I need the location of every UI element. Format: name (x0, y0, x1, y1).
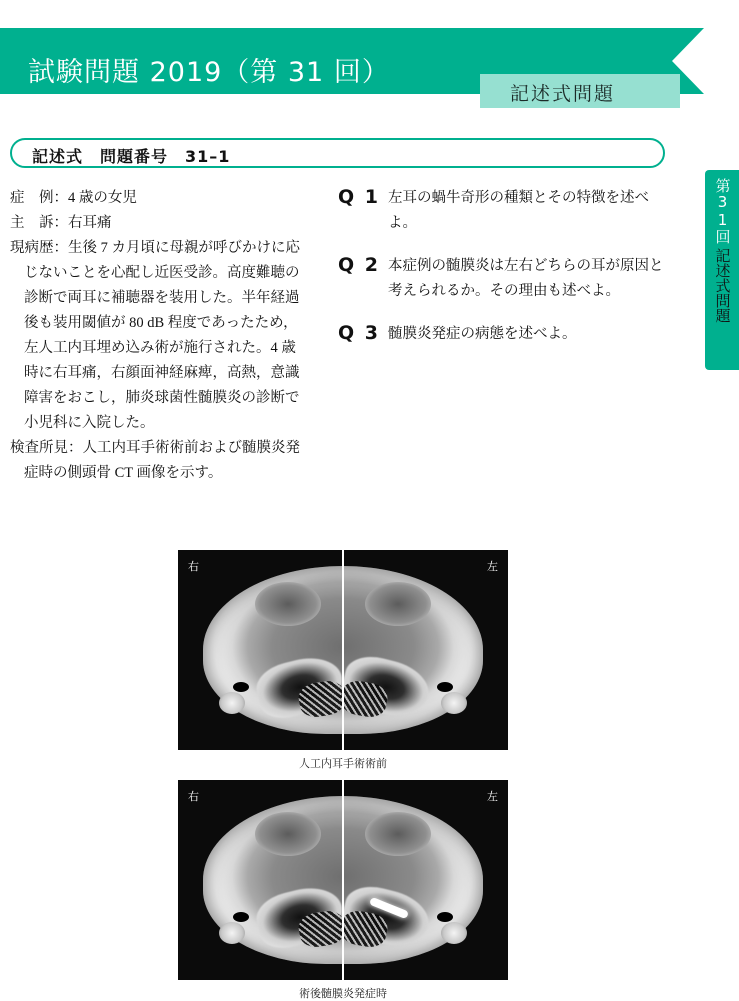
case-line: 時に右耳痛，右顔面神経麻痺，高熱，意識 (24, 365, 300, 381)
ct-divider (342, 550, 344, 750)
ct-side-marker-left: 左 (487, 790, 498, 803)
figure-caption: 人工内耳手術術前 (299, 757, 387, 770)
question-item (338, 322, 668, 350)
question-number-bar (10, 138, 665, 168)
ct-side-marker-left: 左 (487, 560, 498, 573)
side-tab-label-text: 記述式問題 (713, 248, 732, 323)
mandibular-condyle-right (441, 922, 467, 944)
question-text: 左耳の蝸牛奇形の種類とその特徴を述べよ。 (388, 190, 649, 231)
side-tab-number-text: 第31回 (713, 178, 732, 244)
side-tab-number (705, 178, 739, 248)
case-line: 障害をおこし，肺炎球菌性髄膜炎の診断で (24, 390, 300, 406)
question-text: 髄膜炎発症の病態を述べよ。 (388, 326, 577, 342)
ct-divider (342, 780, 344, 980)
mandibular-condyle-right (441, 692, 467, 714)
mandibular-condyle-left (219, 922, 245, 944)
orbit-left (255, 582, 321, 626)
case-line: 小児科に入院した。 (24, 415, 155, 431)
side-tab-label (705, 248, 739, 328)
question-label: Q 3 (338, 322, 380, 344)
ct-image-preop (178, 550, 508, 750)
ear-canal-left (233, 912, 249, 922)
ct-image-postop (178, 780, 508, 980)
case-line: 左人工内耳埋め込み術が施行された。4 歳 (24, 340, 296, 356)
ear-canal-right (437, 912, 453, 922)
case-line: 現病歴：生後 7 カ月頃に母親が呼びかけに応 (10, 240, 300, 256)
page-title: 試験問題 2019（第 31 回） (28, 57, 390, 88)
case-line: 検査所見：人工内耳手術術前および髄膜炎発 (10, 440, 300, 456)
header-subtitle-label: 記述式問題 (510, 83, 616, 105)
case-line: 後も装用閾値が 80 dB 程度であったため， (24, 315, 298, 331)
case-line: 症 例：4 歳の女児 (10, 190, 137, 206)
case-line: じないことを心配し近医受診。高度難聴の (24, 265, 300, 281)
figure-preop (178, 550, 508, 771)
orbit-right (365, 812, 431, 856)
question-label: Q 2 (338, 254, 380, 276)
case-description (10, 186, 322, 486)
questions-column (338, 186, 668, 368)
question-number-text: 記述式 問題番号 31–1 (32, 147, 231, 166)
header-subtitle-band (480, 74, 680, 108)
question-item (338, 186, 668, 236)
case-line: 主 訴：右耳痛 (10, 215, 112, 231)
question-item (338, 254, 668, 304)
figure-caption: 術後髄膜炎発症時 (299, 987, 387, 1000)
question-text: 本症例の髄膜炎は左右どちらの耳が原因と考えられるか。その理由も述べよ。 (388, 258, 664, 299)
ct-side-marker-right: 右 (188, 790, 199, 803)
mandibular-condyle-left (219, 692, 245, 714)
case-line: 症時の側頭骨 CT 画像を示す。 (24, 465, 223, 481)
ear-canal-right (437, 682, 453, 692)
question-label: Q 1 (338, 186, 380, 208)
ear-canal-left (233, 682, 249, 692)
ct-side-marker-right: 右 (188, 560, 199, 573)
side-tab (705, 170, 739, 370)
case-line: 診断で両耳に補聴器を装用した。半年経過 (24, 290, 300, 306)
orbit-left (255, 812, 321, 856)
orbit-right (365, 582, 431, 626)
figure-postop (178, 780, 508, 1001)
